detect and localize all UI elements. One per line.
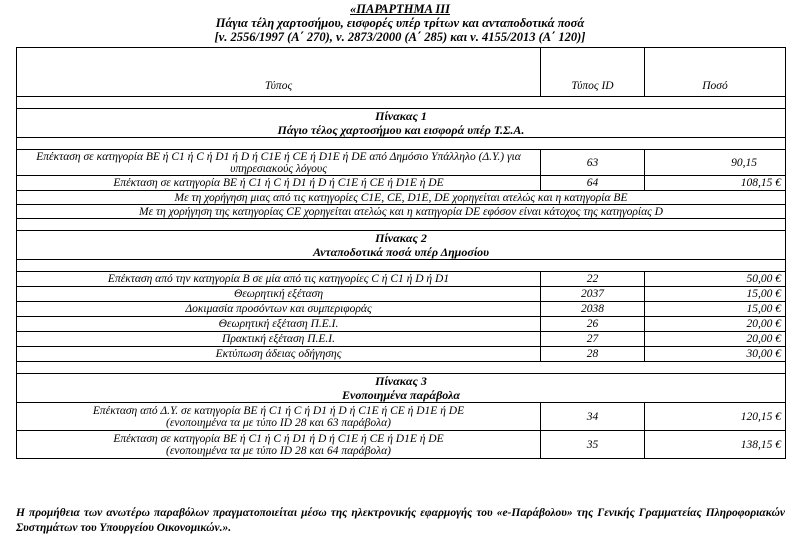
row-id: 63	[541, 150, 645, 176]
row-amount: 138,15 €	[645, 431, 786, 459]
row-id: 26	[541, 317, 645, 332]
table1-subtitle: Πάγιο τέλος χαρτοσήμου και εισφορά υπέρ Τ.Σ.Α.	[277, 123, 525, 137]
row-amount: 15,00 €	[645, 287, 786, 302]
table-row	[17, 287, 786, 302]
table-row	[17, 302, 786, 317]
row-amount: 15,00 €	[645, 302, 786, 317]
fees-table	[16, 47, 786, 459]
table-row	[17, 176, 786, 191]
table-row	[17, 150, 786, 176]
table2-heading-row	[17, 231, 786, 260]
row-type: Επέκταση από την κατηγορία B σε μία από τις κατηγορίες C ή C1 ή D ή D1	[17, 272, 541, 287]
col-header-type: Τύπος	[17, 48, 541, 97]
row-amount: 120,15 €	[645, 403, 786, 431]
table3-title: Πίνακας 3	[375, 374, 427, 388]
row-amount: 20,00 €	[645, 317, 786, 332]
table1-title: Πίνακας 1	[375, 109, 427, 123]
annex-title: «ΠΑΡΑΡΤΗΜΑ III	[350, 2, 450, 16]
spacer-row	[17, 260, 786, 272]
table1-heading-row	[17, 109, 786, 138]
row-id: 28	[541, 347, 645, 362]
row-id: 2038	[541, 302, 645, 317]
row-amount: 50,00 €	[645, 272, 786, 287]
row-amount: 20,00 €	[645, 332, 786, 347]
row-type: Πρακτική εξέταση Π.Ε.Ι.	[17, 332, 541, 347]
row-type: Επέκταση από Δ.Υ. σε κατηγορία BE ή C1 ή C ή D1 ή D ή C1E ή CE ή D1E ή DE	[92, 404, 465, 417]
row-type: Δοκιμασία προσόντων και συμπεριφοράς	[17, 302, 541, 317]
table-row	[17, 332, 786, 347]
note-row	[17, 191, 786, 205]
row-id: 27	[541, 332, 645, 347]
row-type-note: (ενοποιημένα τα με τύπο ID 28 και 64 παράβολα)	[166, 444, 391, 457]
row-id: 22	[541, 272, 645, 287]
row-id: 64	[541, 176, 645, 191]
table1-note: Με τη χορήγηση της κατηγορίας CE χορηγείται ατελώς και η κατηγορία DE εφόσον είναι κάτοχος της κατηγορίας D	[17, 205, 786, 219]
col-header-type-id: Τύπος ID	[541, 48, 645, 97]
table1-note: Με τη χορήγηση μιας από τις κατηγορίες C1E, CE, D1E, DE χορηγείται ατελώς και η κατηγορία BE	[17, 191, 786, 205]
row-type-note: (ενοποιημένα τα με τύπο ID 28 και 63 παράβολα)	[166, 416, 391, 429]
row-type: Εκτύπωση άδειας οδήγησης	[17, 347, 541, 362]
footer-note: Η προμήθεια των ανωτέρω παραβόλων πραγματοποιείται μέσω της ηλεκτρονικής εφαρμογής του «e-Παράβολου» της Γενικής Γραμματείας Πληροφοριακών Συστημάτων του Υπουργείου Οικονομικών.».	[16, 507, 785, 534]
row-amount: 90,15	[645, 150, 786, 176]
legal-references: [ν. 2556/1997 (Α΄ 270), ν. 2873/2000 (Α΄ 285) και ν. 4155/2013 (Α΄ 120)]	[214, 30, 586, 44]
document-header	[0, 2, 800, 44]
table2-title: Πίνακας 2	[375, 231, 427, 245]
col-header-amount: Ποσό	[645, 48, 786, 97]
row-type: Επέκταση σε κατηγορία BE ή C1 ή C ή D1 ή D ή C1E ή CE ή D1E ή DE	[113, 432, 444, 445]
row-type: Επέκταση σε κατηγορία BE ή C1 ή C ή D1 ή D ή C1E ή CE ή D1E ή DE	[17, 176, 541, 191]
row-type: Θεωρητική εξέταση	[17, 287, 541, 302]
spacer-row	[17, 97, 786, 109]
table3-subtitle: Ενοποιημένα παράβολα	[342, 388, 460, 402]
note-row	[17, 205, 786, 219]
row-amount: 108,15 €	[645, 176, 786, 191]
row-type: Επέκταση σε κατηγορία BE ή C1 ή C ή D1 ή D ή C1E ή CE ή D1E ή DE από Δημόσιο Υπάλληλο (Δ.Υ.) για υπηρεσιακούς λόγους	[17, 150, 541, 176]
table-row	[17, 317, 786, 332]
table-row	[17, 347, 786, 362]
column-header-row	[17, 48, 786, 97]
spacer-row	[17, 219, 786, 231]
spacer-row	[17, 362, 786, 374]
table-row	[17, 431, 786, 459]
table-row	[17, 403, 786, 431]
table2-subtitle: Ανταποδοτικά ποσά υπέρ Δημοσίου	[312, 245, 490, 259]
table3-heading-row	[17, 374, 786, 403]
row-id: 34	[541, 403, 645, 431]
row-id: 2037	[541, 287, 645, 302]
row-amount: 30,00 €	[645, 347, 786, 362]
table-row	[17, 272, 786, 287]
row-type: Θεωρητική εξέταση Π.Ε.Ι.	[17, 317, 541, 332]
spacer-row	[17, 138, 786, 150]
annex-subtitle: Πάγια τέλη χαρτοσήμου, εισφορές υπέρ τρίτων και ανταποδοτικά ποσά	[215, 16, 585, 30]
row-id: 35	[541, 431, 645, 459]
